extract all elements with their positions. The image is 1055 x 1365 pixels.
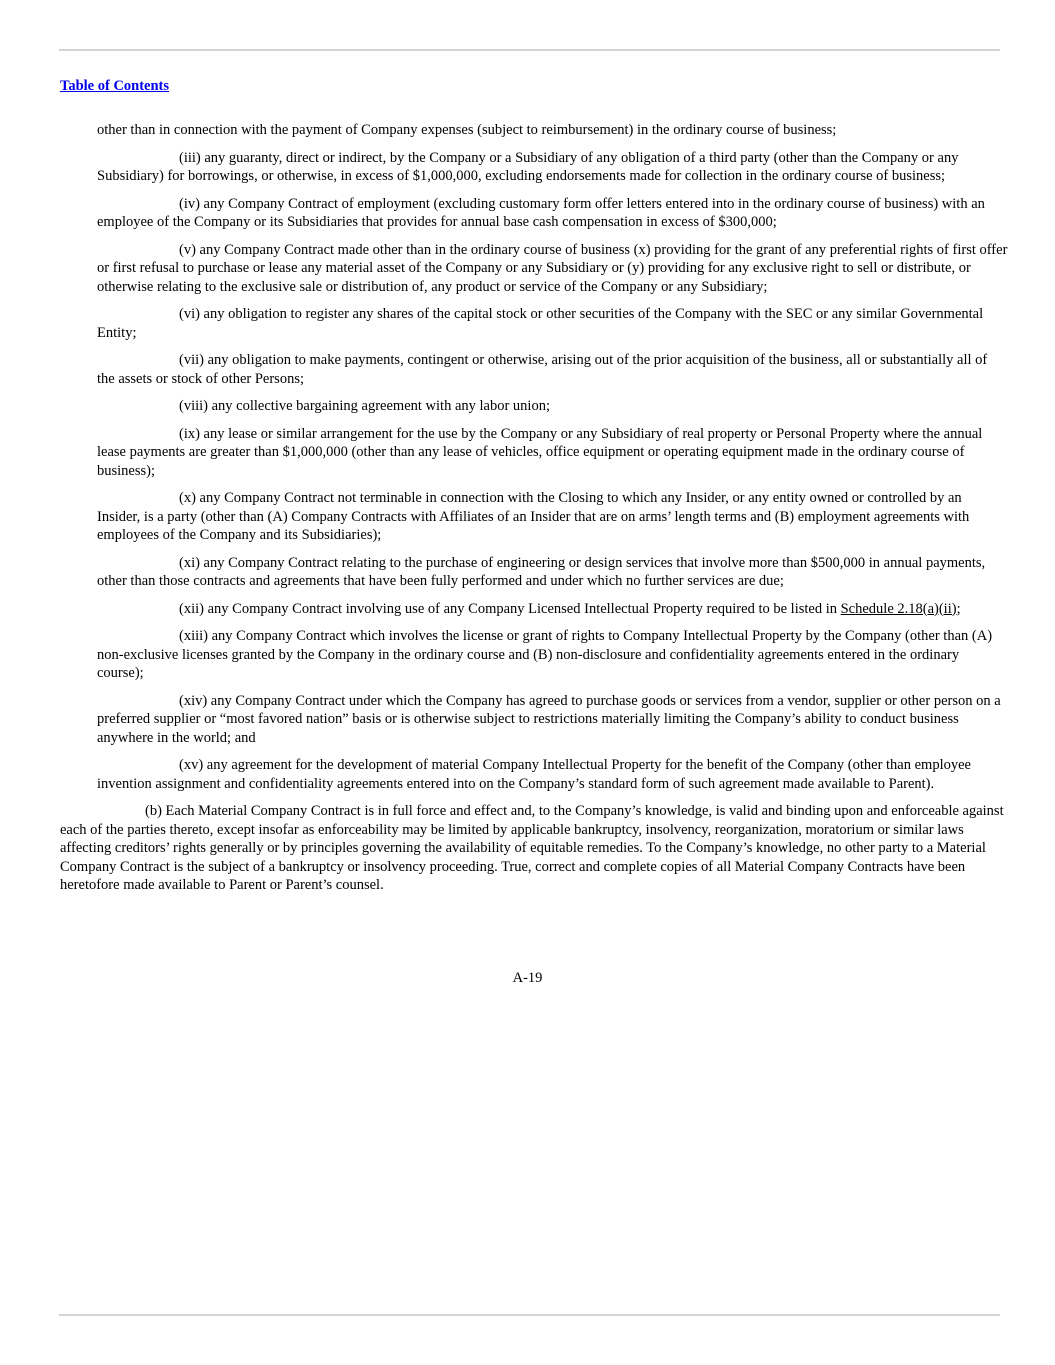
item-vii: (vii) any obligation to make payments, contingent or otherwise, arising out of the prior acquisition of the business, all or substantially all of the assets or stock of other Persons; [97, 352, 988, 387]
table-of-contents-link[interactable]: Table of Contents [60, 78, 170, 94]
item-xii-text: (xii) any Company Contract involving use of any Company Licensed Intellectual Property required to be listed in [179, 600, 841, 617]
item-xii [97, 600, 1008, 619]
item-xiii: (xiii) any Company Contract which involves the license or grant of rights to Company Intellectual Property by the Company (other than (A) non-exclusive licenses granted by the Company in the ordinary course and (B) non-disclosure and confidentiality agreements entered in the ordinary course); [97, 628, 993, 681]
item-xi: (xi) any Company Contract relating to the purchase of engineering or design services that involve more than $500,000 in annual payments, other than those contracts and agreements that have been fully performed and under which no further services are due; [97, 554, 986, 589]
top-divider [59, 49, 1000, 51]
item-xiv: (xiv) any Company Contract under which the Company has agreed to purchase goods or services from a vendor, supplier or other person on a preferred supplier or “most favored nation” basis or is otherwise subject to restrictions materially limiting the Company’s ability to conduct business anywhere in the world; and [97, 692, 1001, 746]
schedule-reference: Schedule 2.18(a)(ii) [840, 600, 957, 617]
section-b-paragraph: (b) Each Material Company Contract is in full force and effect and, to the Company’s knowledge, is valid and binding upon and enforceable against each of the parties thereto, except insofar as enforceability may be limited by applicable bankruptcy, insolvency, reorganization, moratorium or similar laws affecting creditors’ rights generally or by principles governing the availability of equitable remedies. To the Company’s knowledge, no other party to a Material Company Contract is the subject of a bankruptcy or insolvency proceeding. True, correct and complete copies of all Material Company Contracts have been heretofore made available to Parent or Parent’s counsel. [60, 803, 1004, 893]
item-v: (v) any Company Contract made other than in the ordinary course of business (x) providing for the grant of any preferential rights of first offer or first refusal to purchase or lease any material asset of the Company or any Subsidiary or (y) providing for any exclusive right to sell or distribute, or otherwise relating to the exclusive sale or distribution of, any product or service of the Company or any Subsidiary; [97, 241, 1008, 295]
item-iii: (iii) any guaranty, direct or indirect, by the Company or a Subsidiary of any obligation of a third party (other than the Company or any Subsidiary) for borrowings, or otherwise, in excess of $1,000,000, excluding endorsements made for collection in the ordinary course of business; [97, 149, 959, 184]
item-xv: (xv) any agreement for the development of material Company Intellectual Property for the benefit of the Company (other than employee invention assignment and confidentiality agreements entered into on the Company’s standard form of such agreement made available to Parent). [97, 757, 971, 792]
item-x: (x) any Company Contract not terminable in connection with the Closing to which any Insider, or any entity owned or controlled by an Insider, is a party (other than (A) Company Contracts with Affiliates of an Insider that are on arms’ length terms and (B) employment agreements with employees of the Company and its Subsidiaries); [97, 490, 970, 543]
page-number: A-19 [512, 970, 543, 986]
continuation-paragraph: other than in connection with the payment of Company expenses (subject to reimbursement) in the ordinary course of business; [97, 122, 837, 138]
item-xii-suffix: ; [956, 600, 961, 617]
item-iv: (iv) any Company Contract of employment (excluding customary form offer letters entered into in the ordinary course of business) with an employee of the Company or its Subsidiaries that provides for annual base cash compensation in excess of $300,000; [97, 195, 985, 230]
item-vi: (vi) any obligation to register any shares of the capital stock or other securities of the Company with the SEC or any similar Governmental Entity; [97, 306, 984, 341]
bottom-divider [59, 1314, 1000, 1316]
document-body [60, 121, 1008, 904]
item-viii: (viii) any collective bargaining agreement with any labor union; [179, 398, 550, 414]
item-ix: (ix) any lease or similar arrangement for the use by the Company or any Subsidiary of real property or Personal Property where the annual lease payments are greater than $1,000,000 (other than any lease of vehicles, office equipment or operating equipment made in the ordinary course of business); [97, 425, 983, 479]
